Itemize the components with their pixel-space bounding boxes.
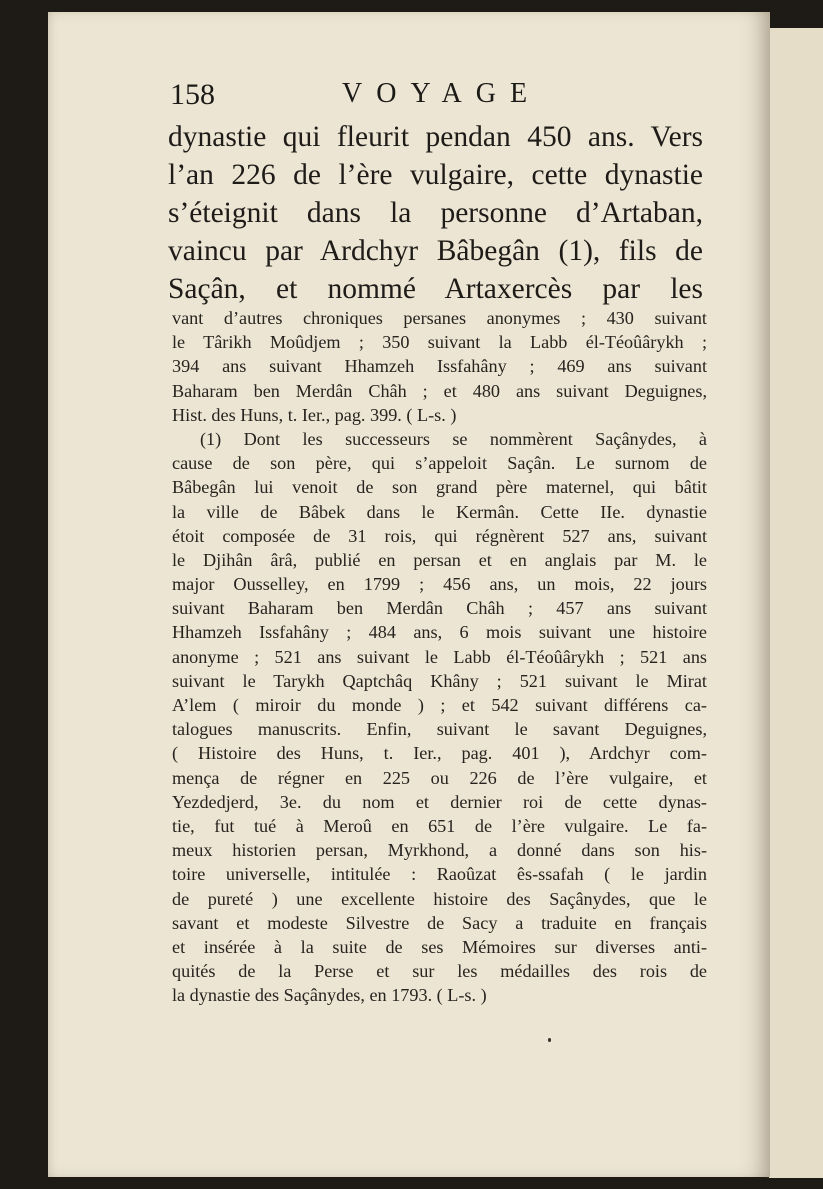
page-number: 158 [170,78,215,111]
footnote-line: Hhamzeh Issfahâny ; 484 ans, 6 mois suivant une histoire [172,622,707,643]
footnote-line: suivant le Tarykh Qaptchâq Khâny ; 521 suivant le Mirat [172,670,707,691]
ink-speck [548,1038,551,1042]
footnote-line: la ville de Bâbek dans le Kermân. Cette IIe. dynastie [172,501,707,522]
footnote-line: ( Histoire des Huns, t. Ier., pag. 401 ), Ardchyr com- [172,743,707,764]
footnote-line: meux historien persan, Myrkhond, a donné dans son his- [172,840,707,861]
main-text-line: dynastie qui fleurit pendan 450 ans. Vers [168,121,703,153]
footnote-line: anonyme ; 521 ans suivant le Labb él-Téoûârykh ; 521 ans [172,646,707,667]
main-text-line: Saçân, et nommé Artaxercès par les [168,273,703,305]
footnote-line: le Târikh Moûdjem ; 350 suivant la Labb él-Téoûârykh ; [172,332,707,353]
footnote-line: de pureté ) une excellente histoire des Saçânydes, que le [172,888,707,909]
footnote-line: et insérée à la suite de ses Mémoires sur diverses anti- [172,936,707,957]
footnote-line: talogues manuscrits. Enfin, suivant le savant Deguignes, [172,719,707,740]
footnote-line: étoit composée de 31 rois, qui régnèrent 527 ans, suivant [172,525,707,546]
footnote-line: major Ousselley, en 1799 ; 456 ans, un mois, 22 jours [172,574,707,595]
footnotes-block [172,306,707,1007]
footnote-line: Baharam ben Merdân Châh ; et 480 ans suivant Deguignes, [172,380,707,401]
footnote-line: le Djihân ârâ, publié en persan et en anglais par M. le [172,549,707,570]
footnote-line: tie, fut tué à Meroû en 651 de l’ère vulgaire. Le fa- [172,815,707,836]
footnote-line: toire universelle, intitulée : Raoûzat ês-ssafah ( le jardin [172,864,707,885]
footnote-line: Hist. des Huns, t. Ier., pag. 399. ( L-s. ) [172,404,457,425]
footnote-line: 394 ans suivant Hhamzeh Issfahâny ; 469 ans suivant [172,356,707,377]
main-text-line: l’an 226 de l’ère vulgaire, cette dynastie [168,159,703,191]
footnote-line: vant d’autres chroniques persanes anonymes ; 430 suivant [172,308,707,328]
footnote-line: Yezdedjerd, 3e. du nom et dernier roi de cette dynas- [172,791,707,812]
footnote-line: quités de la Perse et sur les médailles des rois de [172,961,707,982]
footnote-line: (1) Dont les successeurs se nommèrent Saçânydes, à [200,428,707,449]
main-text-line: s’éteignit dans la personne d’Artaban, [168,197,703,229]
main-text-block [168,118,703,308]
main-text-line: vaincu par Ardchyr Bâbegân (1), fils de [168,235,703,267]
footnote-line: cause de son père, qui s’appeloit Saçân. Le surnom de [172,453,707,474]
footnote-line: savant et modeste Silvestre de Sacy a traduite en français [172,912,707,933]
footnote-line: mença de régner en 225 ou 226 de l’ère vulgaire, et [172,767,707,788]
adjacent-page-edge [766,28,823,1178]
page-header [170,78,730,118]
footnote-line: suivant Baharam ben Merdân Châh ; 457 ans suivant [172,598,707,619]
footnote-line: Bâbegân lui venoit de son grand père maternel, qui bâtit [172,477,707,498]
footnote-line: la dynastie des Saçânydes, en 1793. ( L-s. ) [172,985,487,1006]
footnote-line: A’lem ( miroir du monde ) ; et 542 suivant différens ca- [172,695,707,715]
running-title: VOYAGE [342,78,542,109]
